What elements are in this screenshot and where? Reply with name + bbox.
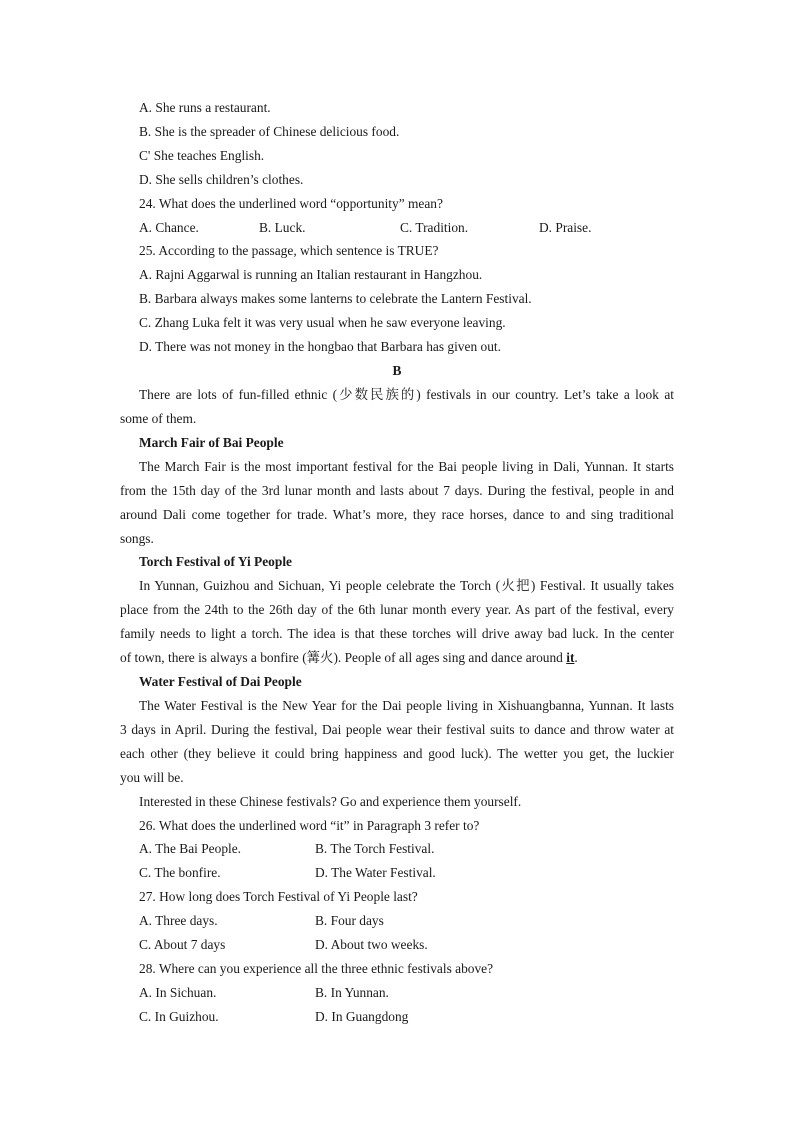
- paragraph-line: The Water Festival is the New Year for the Dai people living in Xishuangbanna, Yunnan. It lasts: [139, 698, 674, 713]
- festival-heading: Water Festival of Dai People: [139, 674, 302, 689]
- q24-stem-post: ” mean?: [398, 196, 443, 211]
- q24-option-a: A. Chance.: [139, 220, 199, 235]
- q25-option-d: D. There was not money in the hongbao that Barbara has given out.: [139, 339, 501, 354]
- paragraph-line: The March Fair is the most important festival for the Bai people living in Dali, Yunnan. It starts: [139, 459, 674, 474]
- q23-option-b: B. She is the spreader of Chinese delicious food.: [139, 124, 400, 139]
- q26-option-d: D. The Water Festival.: [315, 865, 436, 880]
- paragraph-line: you will be.: [120, 770, 184, 785]
- q28-option-d: D. In Guangdong: [315, 1009, 409, 1024]
- q28-stem: 28. Where can you experience all the three ethnic festivals above?: [139, 961, 494, 976]
- q27-option-d: D. About two weeks.: [315, 937, 428, 952]
- q24-option-b: B. Luck.: [259, 220, 306, 235]
- q25-stem: 25. According to the passage, which sentence is TRUE?: [139, 243, 439, 258]
- paragraph-line: songs.: [120, 531, 154, 546]
- underlined-it: it: [566, 650, 575, 665]
- q25-option-a: A. Rajni Aggarwal is running an Italian restaurant in Hangzhou.: [139, 267, 483, 282]
- q25-option-b: B. Barbara always makes some lanterns to celebrate the Lantern Festival.: [139, 291, 532, 306]
- q27-option-c: C. About 7 days: [139, 937, 226, 952]
- paragraph-line: from the 15th day of the 3rd lunar month and lasts about 7 days. During the festival, people in and: [120, 483, 674, 498]
- section-label: B: [392, 363, 402, 378]
- q28-option-c: C. In Guizhou.: [139, 1009, 219, 1024]
- paragraph-line: 3 days in April. During the festival, Dai people wear their festival suits to dance and throw water at: [120, 722, 674, 737]
- intro-line: some of them.: [120, 411, 197, 426]
- line-text: of town, there is always a bonfire (篝火). People of all ages sing and dance around: [120, 650, 567, 665]
- q25-option-c: C. Zhang Luka felt it was very usual when he saw everyone leaving.: [139, 315, 506, 330]
- paragraph-line: place from the 24th to the 26th day of the 6th lunar month every year. As part of the festival, every: [120, 602, 674, 617]
- q28-option-a: A. In Sichuan.: [139, 985, 217, 1000]
- paragraph-line: In Yunnan, Guizhou and Sichuan, Yi people celebrate the Torch (火把) Festival. It usually takes: [139, 578, 674, 593]
- q26-option-a: A. The Bai People.: [139, 841, 242, 856]
- q24-stem-pre: 24. What does the underlined word “: [139, 196, 337, 211]
- festival-heading: March Fair of Bai People: [139, 435, 284, 450]
- q26-option-b: B. The Torch Festival.: [315, 841, 435, 856]
- q27-option-b: B. Four days: [315, 913, 384, 928]
- q24-stem: [139, 194, 443, 214]
- q28-option-b: B. In Yunnan.: [315, 985, 389, 1000]
- q24-underlined-word: opportunity: [336, 196, 399, 211]
- closing-line: Interested in these Chinese festivals? Go and experience them yourself.: [139, 794, 522, 809]
- paragraph-line: around Dali come together for trade. What’s more, they race horses, dance to and sing traditional: [120, 507, 674, 522]
- q27-option-a: A. Three days.: [139, 913, 218, 928]
- q26-stem: 26. What does the underlined word “it” in Paragraph 3 refer to?: [139, 818, 480, 833]
- festival-heading: Torch Festival of Yi People: [139, 554, 292, 569]
- q24-option-d: D. Praise.: [539, 220, 592, 235]
- paragraph-line: [120, 648, 578, 668]
- q23-option-d: D. She sells children’s clothes.: [139, 172, 304, 187]
- q26-option-c: C. The bonfire.: [139, 865, 221, 880]
- q23-option-a: A. She runs a restaurant.: [139, 100, 271, 115]
- paragraph-line: each other (they believe it could bring happiness and good luck). The wetter you get, the luckier: [120, 746, 674, 761]
- intro-line: There are lots of fun-filled ethnic (少数民族的) festivals in our country. Let’s take a look at: [139, 387, 674, 402]
- line-text: .: [574, 650, 578, 665]
- q23-option-c: C' She teaches English.: [139, 148, 265, 163]
- q27-stem: 27. How long does Torch Festival of Yi People last?: [139, 889, 418, 904]
- q24-option-c: C. Tradition.: [400, 220, 469, 235]
- paragraph-line: family needs to light a torch. The idea is that these torches will drive away bad luck. In the center: [120, 626, 674, 641]
